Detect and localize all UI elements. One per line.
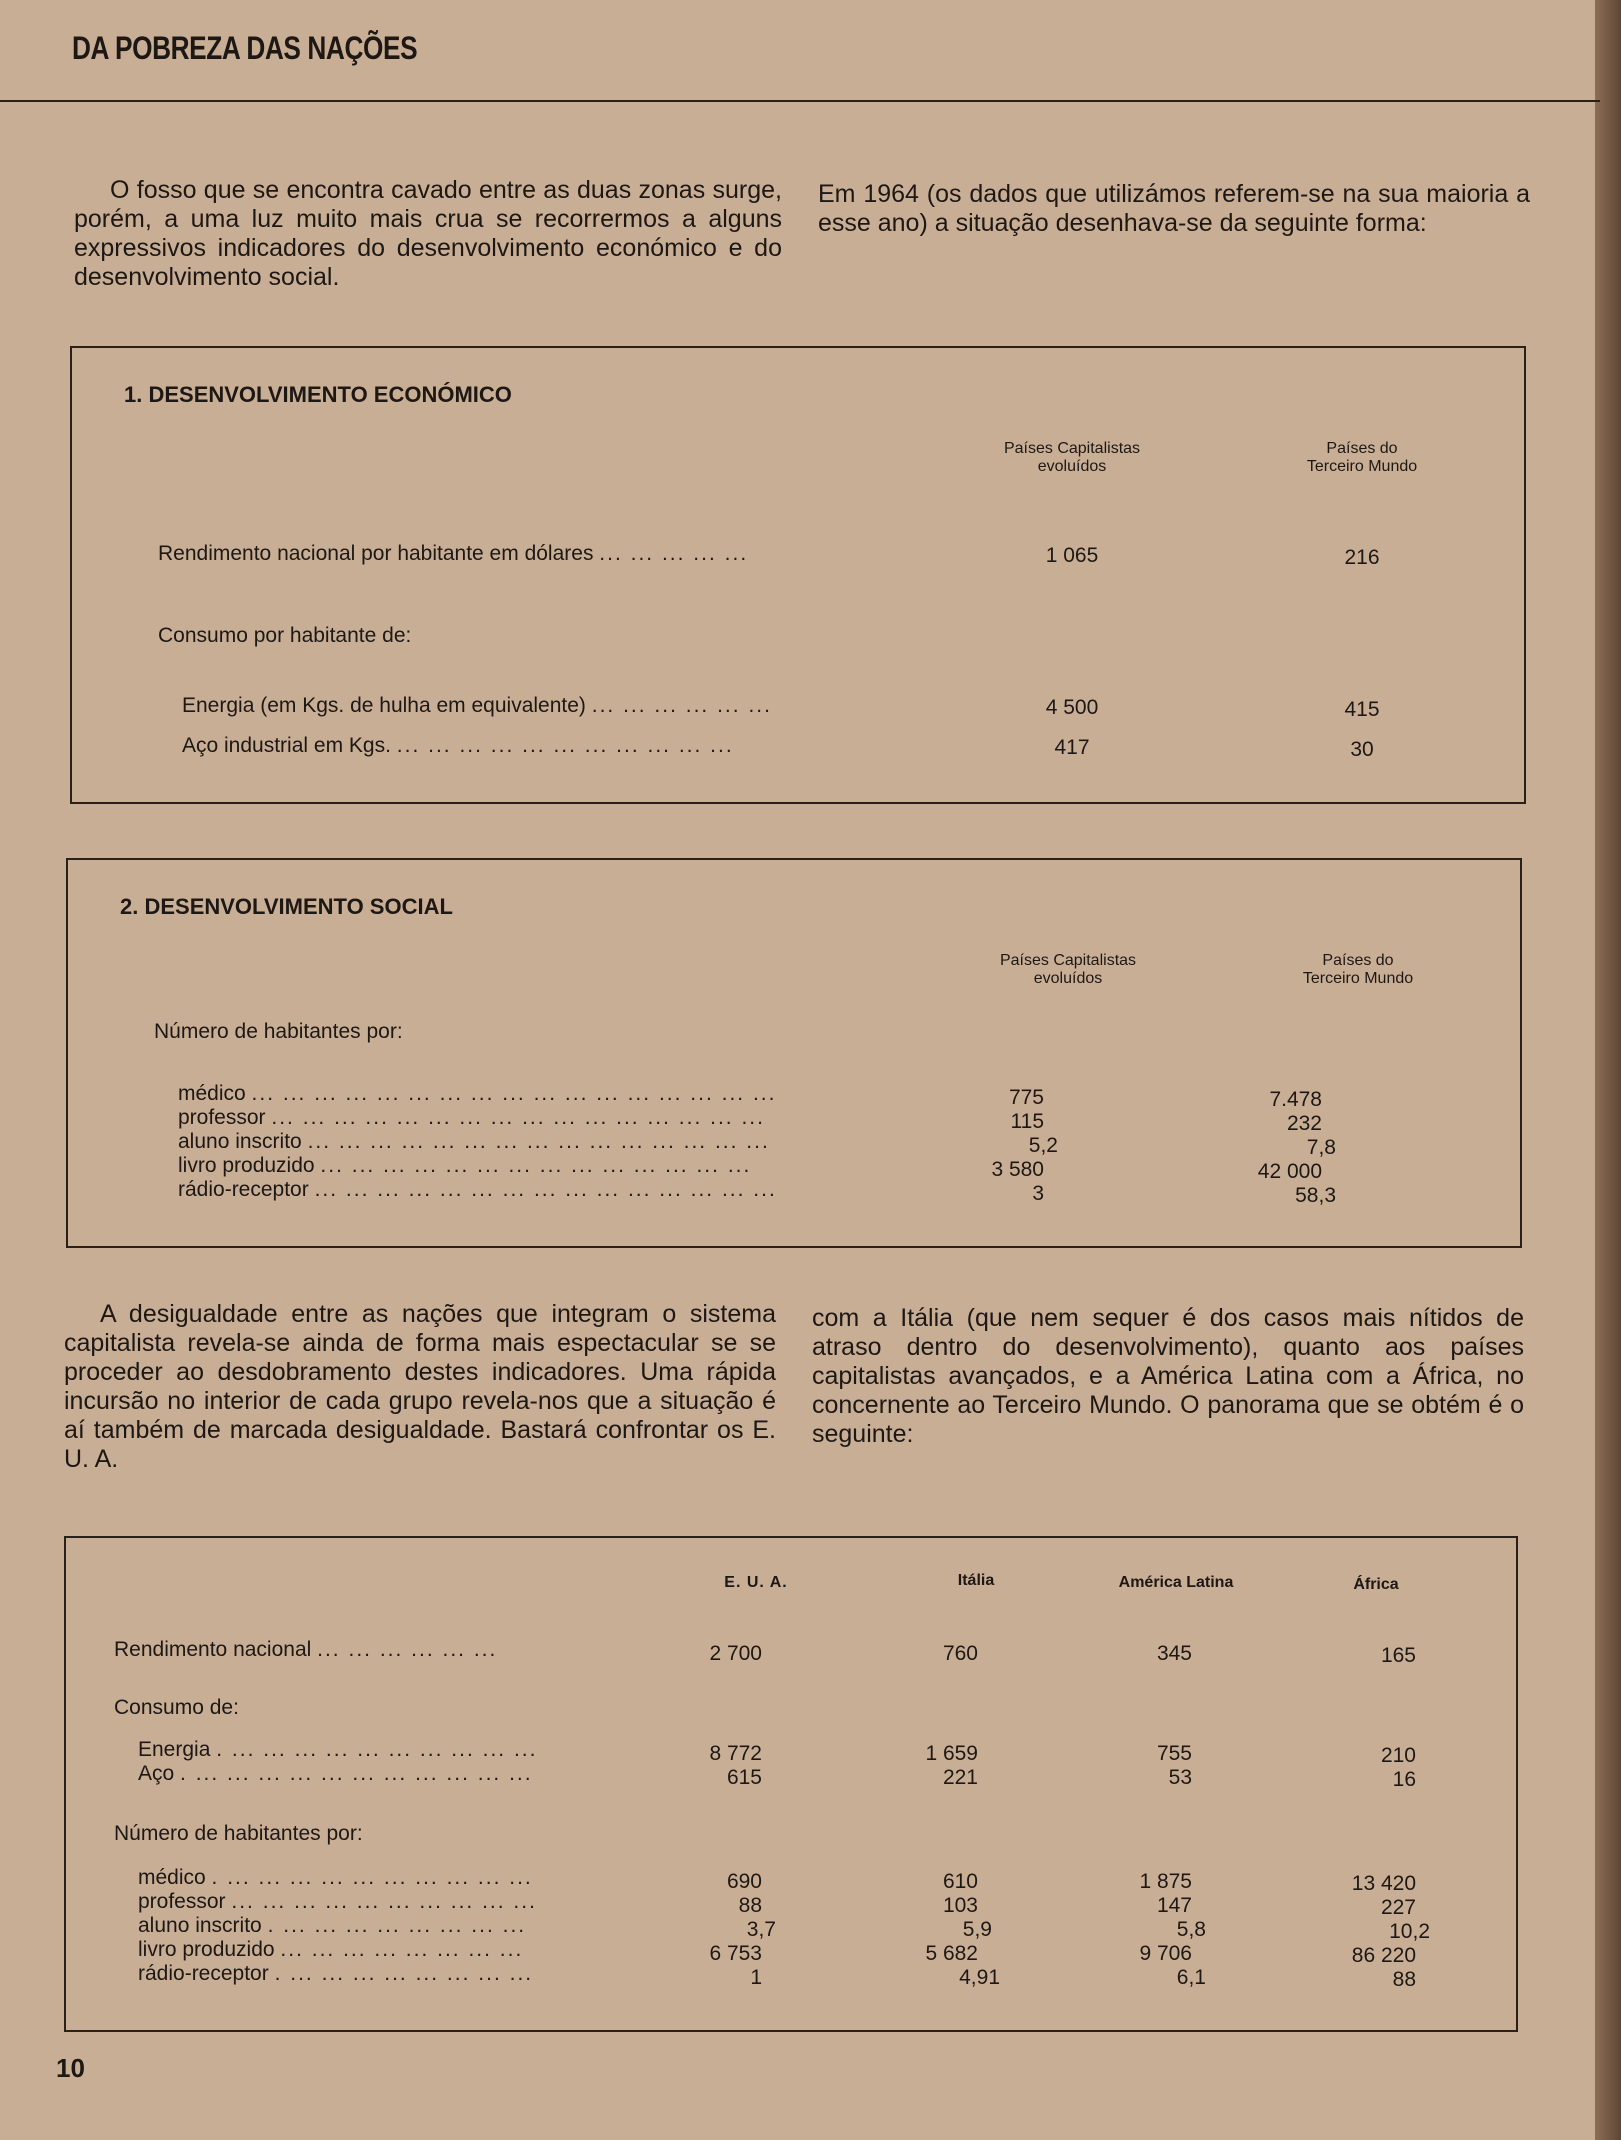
table3-consumption-subhead: Consumo de: (114, 1696, 239, 1719)
social-development-table (66, 858, 1522, 1248)
table3-teacher-italy: 103 (942, 1894, 978, 1917)
table3-income-latin-america: 345 (1156, 1642, 1192, 1665)
table1-energy-third-world: 415 (1344, 698, 1380, 721)
table1-income-third-world: 216 (1344, 546, 1380, 569)
table2-student-developed: 5,2 (1028, 1134, 1058, 1157)
table3-student-latin-america: 5,8 (1176, 1918, 1206, 1941)
table1-col2-line1: Países do (1326, 440, 1398, 457)
table2-col1-line2: evoluídos (1033, 970, 1103, 987)
table3-row-student (138, 1914, 526, 1938)
table1-col2-line2: Terceiro Mundo (1306, 458, 1418, 475)
table3-doctor-africa: 13 420 (1351, 1872, 1416, 1895)
table3-col-latin-america: América Latina (1118, 1574, 1234, 1591)
table3-radio-africa: 88 (1392, 1968, 1416, 1991)
table1-col1-line1: Países Capitalistas (1003, 440, 1141, 457)
table2-radio-developed: 3 (1032, 1182, 1044, 1205)
row-label: professor (138, 1890, 226, 1913)
table3-student-italy: 5,9 (962, 1918, 992, 1941)
leader-dots: ... ... ... ... ... ... ... ... ... ... (231, 1890, 537, 1913)
row-label: Aço (138, 1762, 175, 1785)
table2-teacher-developed: 115 (1010, 1110, 1044, 1133)
table3-teacher-africa: 227 (1380, 1896, 1416, 1919)
row-label: Rendimento nacional (114, 1638, 312, 1661)
table3-row-teacher (138, 1890, 537, 1914)
country-comparison-table (64, 1536, 1518, 2032)
table3-steel-latin-america: 53 (1168, 1766, 1192, 1789)
row-label: rádio-receptor (178, 1178, 309, 1201)
table2-subhead: Número de habitantes por: (154, 1020, 403, 1043)
table2-doctor-third-world: 7.478 (1269, 1088, 1322, 1111)
table3-energy-latin-america: 755 (1156, 1742, 1192, 1765)
leader-dots: . ... ... ... ... ... ... ... ... ... ... ... (180, 1762, 533, 1785)
table2-col-header-third-world (1268, 952, 1448, 988)
leader-dots: ... ... ... ... ... ... ... ... (280, 1938, 524, 1961)
table2-row-teacher (178, 1106, 765, 1130)
leader-dots: ... ... ... ... ... ... ... ... ... ... ... (396, 734, 734, 757)
table3-doctor-italy: 610 (942, 1870, 978, 1893)
leader-dots: ... ... ... ... ... ... ... ... ... ... ... ... ... ... ... (314, 1178, 777, 1201)
table2-col-header-developed (968, 952, 1168, 988)
table2-row-book (178, 1154, 751, 1178)
table3-teacher-latin-america: 147 (1156, 1894, 1192, 1917)
table2-col2-line1: Países do (1322, 952, 1394, 969)
page-number: 10 (56, 2053, 85, 2083)
leader-dots: ... ... ... ... ... ... ... ... ... ... ... ... ... ... ... (307, 1130, 770, 1153)
table3-student-africa: 10,2 (1389, 1920, 1430, 1943)
table3-row-energy (138, 1738, 537, 1762)
row-label: médico (178, 1082, 246, 1105)
intro-right-text: Em 1964 (os dados que utilizámos referem-se na sua maioria a esse ano) a situação desenhava-se da seguinte forma: (818, 180, 1530, 237)
table3-inhabitants-subhead: Número de habitantes por: (114, 1822, 363, 1845)
table3-row-book (138, 1938, 523, 1962)
table3-col-italy: Itália (957, 1572, 995, 1589)
row-label: médico (138, 1866, 206, 1889)
leader-dots: ... ... ... ... ... ... ... ... ... ... ... ... ... ... ... ... ... (251, 1082, 777, 1105)
table3-energy-africa: 210 (1380, 1744, 1416, 1767)
table3-income-africa: 165 (1380, 1644, 1416, 1667)
table2-teacher-third-world: 232 (1286, 1112, 1322, 1135)
table3-income-italy: 760 (942, 1642, 978, 1665)
table1-row-energy (182, 694, 772, 718)
leader-dots: . ... ... ... ... ... ... ... ... (267, 1914, 527, 1937)
table1-title: 1. DESENVOLVIMENTO ECONÓMICO (124, 382, 512, 407)
intro-right-paragraph (818, 180, 1530, 238)
middle-left-text: A desigualdade entre as nações que integram o sistema capitalista revela-se ainda de forma mais espectacular se se proceder ao desdobramento destes indicadores. Uma rápida incursão no interior de cada grupo revela-nos que a situação é aí também de marcada desigualdade. Bastará confrontar os E. U. A. (64, 1300, 776, 1473)
table3-energy-italy: 1 659 (925, 1742, 978, 1765)
table3-radio-italy: 4,91 (959, 1966, 1000, 1989)
table1-col-header-developed (972, 440, 1172, 476)
middle-right-text: com a Itália (que nem sequer é dos casos mais nítidos de atraso dentro do desenvolvimento), quanto aos países capitalistas avançados, e a América Latina com a África, no concernente ao Terceiro Mundo. O panorama que se obtém é o seguinte: (812, 1304, 1524, 1448)
leader-dots: . ... ... ... ... ... ... ... ... ... ... (216, 1738, 538, 1761)
table1-row-steel (182, 734, 734, 758)
table3-radio-usa: 1 (750, 1966, 762, 1989)
row-label: Rendimento nacional por habitante em dólares (158, 542, 594, 565)
table3-doctor-usa: 690 (726, 1870, 762, 1893)
table3-steel-africa: 16 (1392, 1768, 1416, 1791)
table3-col-usa: E. U. A. (724, 1574, 788, 1591)
table3-doctor-latin-america: 1 875 (1139, 1870, 1192, 1893)
leader-dots: ... ... ... ... ... ... ... ... ... ... ... ... ... ... ... ... (271, 1106, 765, 1129)
row-label: aluno inscrito (138, 1914, 262, 1937)
table3-book-latin-america: 9 706 (1139, 1942, 1192, 1965)
header-rule (0, 100, 1600, 102)
table2-row-radio (178, 1178, 777, 1202)
table3-energy-usa: 8 772 (709, 1742, 762, 1765)
leader-dots: ... ... ... ... ... ... (591, 694, 772, 717)
row-label: Aço industrial em Kgs. (182, 734, 391, 757)
table3-book-africa: 86 220 (1351, 1944, 1416, 1967)
middle-left-paragraph (64, 1300, 776, 1474)
table1-row-income (158, 542, 748, 566)
table3-row-radio (138, 1962, 533, 1986)
table3-radio-latin-america: 6,1 (1176, 1966, 1206, 1989)
intro-left-text: O fosso que se encontra cavado entre as duas zonas surge, porém, a uma luz muito mais crua se recorrermos a alguns expressivos indicadores do desenvolvimento económico e do desenvolvimento social. (74, 176, 782, 291)
table1-consumption-subhead: Consumo por habitante de: (158, 624, 412, 647)
leader-dots: ... ... ... ... ... ... (317, 1638, 498, 1661)
row-label: livro produzido (138, 1938, 275, 1961)
middle-right-paragraph (812, 1304, 1524, 1449)
table2-doctor-developed: 775 (1008, 1086, 1044, 1109)
table2-col1-line1: Países Capitalistas (999, 952, 1137, 969)
table2-radio-third-world: 58,3 (1295, 1184, 1336, 1207)
table3-col-africa: África (1353, 1576, 1399, 1593)
leader-dots: . ... ... ... ... ... ... ... ... (274, 1962, 534, 1985)
row-label: professor (178, 1106, 266, 1129)
table1-col-header-third-world (1272, 440, 1452, 476)
row-label: aluno inscrito (178, 1130, 302, 1153)
table2-row-student (178, 1130, 770, 1154)
table1-income-developed: 1 065 (1045, 544, 1099, 567)
table1-col1-line2: evoluídos (1037, 458, 1107, 475)
table3-book-italy: 5 682 (925, 1942, 978, 1965)
table3-teacher-usa: 88 (738, 1894, 762, 1917)
table3-row-income (114, 1638, 497, 1662)
table1-energy-developed: 4 500 (1045, 696, 1099, 719)
page-header-title: DA POBREZA DAS NAÇÕES (72, 30, 418, 66)
table3-steel-usa: 615 (726, 1766, 762, 1789)
table3-book-usa: 6 753 (709, 1942, 762, 1965)
page-edge (1595, 0, 1621, 2140)
intro-left-paragraph (74, 176, 782, 292)
table2-row-doctor (178, 1082, 776, 1106)
leader-dots: ... ... ... ... ... (599, 542, 749, 565)
table3-row-doctor (138, 1866, 533, 1890)
table2-title: 2. DESENVOLVIMENTO SOCIAL (120, 894, 453, 919)
table1-steel-developed: 417 (1054, 736, 1090, 759)
table3-student-usa: 3,7 (746, 1918, 776, 1941)
table2-book-third-world: 42 000 (1257, 1160, 1322, 1183)
row-label: Energia (138, 1738, 211, 1761)
table1-steel-third-world: 30 (1350, 738, 1374, 761)
leader-dots: ... ... ... ... ... ... ... ... ... ... ... ... ... ... (320, 1154, 752, 1177)
table3-row-steel (138, 1762, 533, 1786)
table3-income-usa: 2 700 (709, 1642, 762, 1665)
row-label: livro produzido (178, 1154, 315, 1177)
table2-student-third-world: 7,8 (1306, 1136, 1336, 1159)
table3-steel-italy: 221 (942, 1766, 978, 1789)
leader-dots: . ... ... ... ... ... ... ... ... ... ... (211, 1866, 533, 1889)
row-label: Energia (em Kgs. de hulha em equivalente) (182, 694, 586, 717)
table2-col2-line2: Terceiro Mundo (1302, 970, 1414, 987)
row-label: rádio-receptor (138, 1962, 269, 1985)
economic-development-table (70, 346, 1526, 804)
table2-book-developed: 3 580 (991, 1158, 1044, 1181)
